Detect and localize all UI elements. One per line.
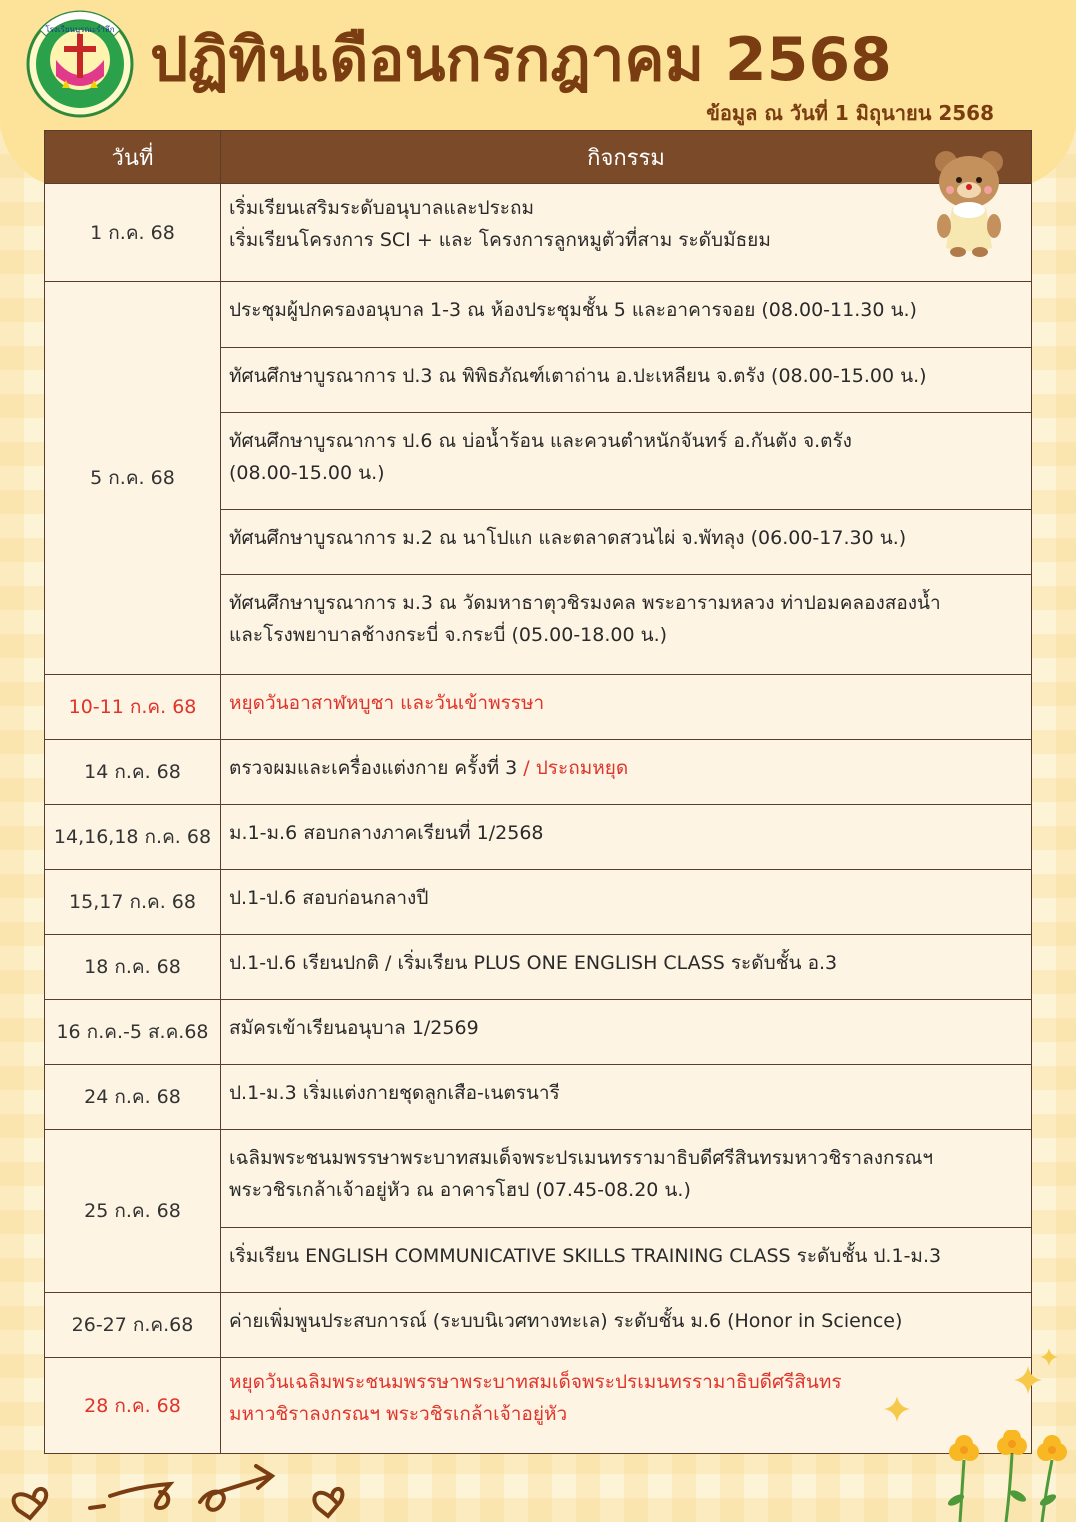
sparkle-icon: [1014, 1366, 1042, 1394]
activity-cell: [221, 347, 1031, 412]
column-header-date: วันที่: [45, 131, 221, 183]
page-title: ปฏิทินเดือนกรกฎาคม 2568: [150, 25, 892, 95]
row-date: 16 ก.ค.-5 ส.ค.68: [45, 1000, 221, 1064]
row-date: 28 ก.ค. 68: [45, 1358, 221, 1453]
row-date: 18 ก.ค. 68: [45, 935, 221, 999]
activity-table: [44, 130, 1032, 1454]
data-as-of-date: ข้อมูล ณ วันที่ 1 มิถุนายน 2568: [706, 101, 994, 125]
activity-cell: [221, 1293, 1031, 1356]
activity-text: ประชุมผู้ปกครองอนุบาล 1-3 ณ ห้องประชุมชั้น 5 และอาคารจอย (08.00-11.30 น.): [229, 299, 917, 321]
activity-text: เริ่มเรียน ENGLISH COMMUNICATIVE SKILLS TRAINING CLASS ระดับชั้น ป.1-ม.3: [229, 1245, 942, 1267]
activity-cell: [221, 1000, 1031, 1063]
activity-cell: [221, 935, 1031, 998]
table-row: [45, 1292, 1031, 1357]
sparkle-icon: [1040, 1348, 1058, 1366]
activity-text: มหาวชิราลงกรณฯ พระวชิรเกล้าเจ้าอยู่หัว: [229, 1403, 568, 1425]
activity-text: เริ่มเรียนเสริมระดับอนุบาลและประถม: [229, 197, 535, 219]
activity-text: ป.1-ป.6 สอบก่อนกลางปี: [229, 887, 429, 909]
table-row: [45, 1064, 1031, 1129]
activity-cell: [221, 805, 1031, 868]
activity-text: เฉลิมพระชนมพรรษาพระบาทสมเด็จพระปรเมนทรรามาธิบดีศรีสินทรมหาวชิราลงกรณฯ: [229, 1147, 934, 1169]
activity-text: ทัศนศึกษาบูรณาการ ม.2 ณ นาโปแก และตลาดสวนไผ่ จ.พัทลุง (06.00-17.30 น.): [229, 527, 907, 549]
primary-holiday-note: / ประถมหยุด: [523, 757, 629, 779]
activity-cell: [221, 740, 1031, 803]
logo-text: โรงเรียนบูรณะรำลึก: [45, 25, 115, 34]
row-date: 10-11 ก.ค. 68: [45, 675, 221, 739]
flowers-icon: [934, 1430, 1074, 1522]
row-date: 14,16,18 ก.ค. 68: [45, 805, 221, 869]
row-date: 26-27 ก.ค.68: [45, 1293, 221, 1357]
column-header-activity: กิจกรรม: [587, 145, 665, 171]
activity-cell: [221, 870, 1031, 933]
activity-cell: [221, 675, 1031, 738]
activity-text: เริ่มเรียนโครงการ SCI + และ โครงการลูกหมูตัวที่สาม ระดับมัธยม: [229, 229, 771, 251]
table-row: [45, 999, 1031, 1064]
activity-cell: [221, 282, 1031, 347]
activity-cell: [221, 574, 1031, 673]
activity-cell: [221, 1130, 1031, 1227]
activity-cell: [221, 1065, 1031, 1128]
activity-text: ม.1-ม.6 สอบกลางภาคเรียนที่ 1/2568: [229, 822, 544, 844]
activity-text: ทัศนศึกษาบูรณาการ ป.3 ณ พิพิธภัณฑ์เตาถ่าน อ.ปะเหลียน จ.ตรัง (08.00-15.00 น.): [229, 365, 927, 387]
activity-cell: [221, 412, 1031, 509]
table-row: [45, 674, 1031, 739]
table-header: [45, 131, 1031, 183]
table-row: [45, 869, 1031, 934]
teddy-bear-icon: [928, 146, 1010, 258]
activity-text: สมัครเข้าเรียนอนุบาล 1/2569: [229, 1017, 479, 1039]
activity-cell: [221, 509, 1031, 574]
activity-text: ทัศนศึกษาบูรณาการ ป.6 ณ บ่อน้ำร้อน และควนตำหนักจันทร์ อ.กันตัง จ.ตรัง: [229, 430, 852, 452]
row-date: 14 ก.ค. 68: [45, 740, 221, 804]
activity-cell: [221, 1227, 1031, 1291]
doodle-decoration: [0, 1456, 380, 1522]
table-row: [45, 281, 1031, 674]
activity-text: ตรวจผมและเครื่องแต่งกาย ครั้งที่ 3: [229, 757, 518, 779]
activity-text: พระวชิรเกล้าเจ้าอยู่หัว ณ อาคารโฮป (07.45-08.20 น.): [229, 1179, 691, 1201]
table-row: [45, 739, 1031, 804]
activity-text: หยุดวันเฉลิมพระชนมพรรษาพระบาทสมเด็จพระปรเมนทรรามาธิบดีศรีสินทร: [229, 1371, 842, 1393]
row-date: 24 ก.ค. 68: [45, 1065, 221, 1129]
school-logo: [26, 10, 134, 118]
row-date: 15,17 ก.ค. 68: [45, 870, 221, 934]
sparkle-icon: [884, 1396, 910, 1422]
row-date: 1 ก.ค. 68: [45, 184, 221, 281]
activity-text: ป.1-ป.6 เรียนปกติ / เริ่มเรียน PLUS ONE ENGLISH CLASS ระดับชั้น อ.3: [229, 952, 838, 974]
activity-text: ค่ายเพิ่มพูนประสบการณ์ (ระบบนิเวศทางทะเล) ระดับชั้น ม.6 (Honor in Science): [229, 1310, 903, 1332]
table-row: [45, 934, 1031, 999]
activity-cell: [221, 184, 1031, 280]
table-row: [45, 1129, 1031, 1292]
activity-text: ป.1-ม.3 เริ่มแต่งกายชุดลูกเสือ-เนตรนารี: [229, 1082, 560, 1104]
activity-text: (08.00-15.00 น.): [229, 462, 385, 484]
activity-text: หยุดวันอาสาฬหบูชา และวันเข้าพรรษา: [229, 692, 545, 714]
table-row: [45, 804, 1031, 869]
row-date: 5 ก.ค. 68: [45, 282, 221, 674]
row-date: 25 ก.ค. 68: [45, 1130, 221, 1292]
table-row: [45, 183, 1031, 281]
activity-text: และโรงพยาบาลช้างกระบี่ จ.กระบี่ (05.00-18.00 น.): [229, 624, 668, 646]
activity-text: ทัศนศึกษาบูรณาการ ม.3 ณ วัดมหาธาตุวชิรมงคล พระอารามหลวง ท่าปอมคลองสองน้ำ: [229, 592, 941, 614]
